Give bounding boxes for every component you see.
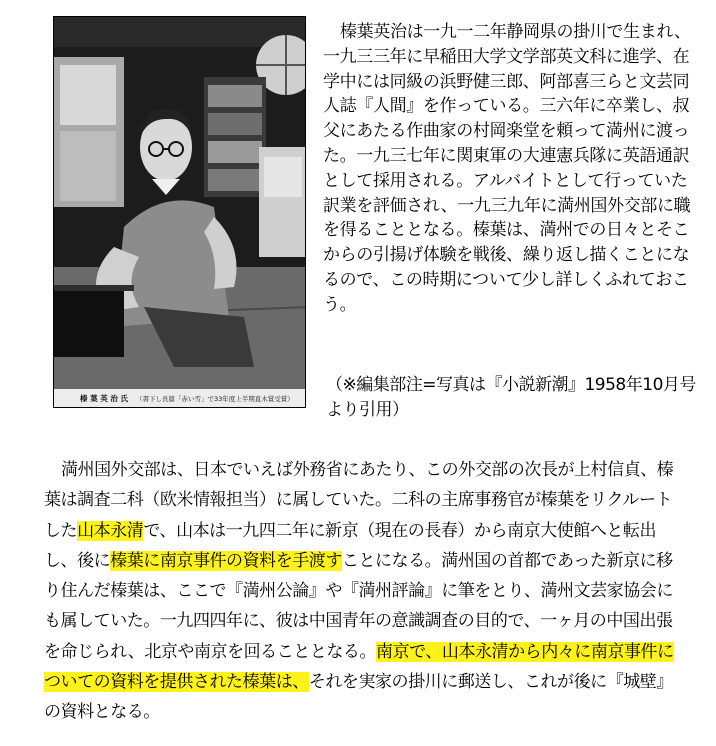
photo-caption: 榛 葉 英 治 氏 （書下し長篇「赤い雪」で33年度上半期直木賞受賞）: [54, 389, 305, 408]
highlight-yamamoto: 山本永清: [77, 520, 144, 541]
intro-paragraph: 榛葉英治は一九一二年静岡県の掛川で生まれ、一九三三年に早稲田大学文学部英文科に進学、在学中には同級の浜野健三郎、阿部喜三らと文芸同人誌『人間』を作っている。三六年に卒業し、叔父にあたる作曲家の村岡楽堂を頼って満州に渡った。一九三七年に関東軍の大連憲兵隊に英語通訳として採用される。アルバイトとして行っていた訳業を評価され、一九三九年に満州国外交部に職を得ることとなる。榛葉は、満州での日々とそこからの引揚げ体験を戦後、繰り返し描くことになるので、この時期について少し詳しくふれておこう。: [323, 22, 691, 315]
body-text-3: ことになる。満州国の首都であった新京に移り住んだ榛葉は、ここで『満州公論』や『満州評論』に筆をとり、満州文芸家協会にも属していた。一九四四年に、彼は中国青年の意識調査の目的で、一ヶ月の中国出張を命じられ、北京や南京を回ることとなる。: [44, 550, 673, 662]
body-text-4: それを実家の掛川に郵送し、これが後に『城壁』の資料となる。: [44, 672, 673, 723]
editor-note: （※編集部注=写真は『小説新潮』1958年10月号より引用）: [326, 375, 696, 420]
author-photo: [53, 16, 306, 408]
main-paragraph: [44, 455, 684, 728]
highlight-handover: 榛葉に南京事件の資料を手渡す: [110, 550, 342, 571]
photo-scene: [54, 17, 306, 389]
body-text-2: で、山本は一九四二年に新京（現在の長春）から南京大使館へと転出し、後に: [44, 520, 657, 571]
body-text-1: 満州国外交部は、日本でいえば外務省にあたり、この外交部の次長が上村信貞、榛葉は調査二科（欧米情報担当）に属していた。二科の主席事務官が榛葉をリクルートした: [44, 460, 674, 541]
highlight-nanjing: 南京で、山本永清から内々に南京事件についての資料を提供された榛葉は、: [44, 641, 674, 693]
